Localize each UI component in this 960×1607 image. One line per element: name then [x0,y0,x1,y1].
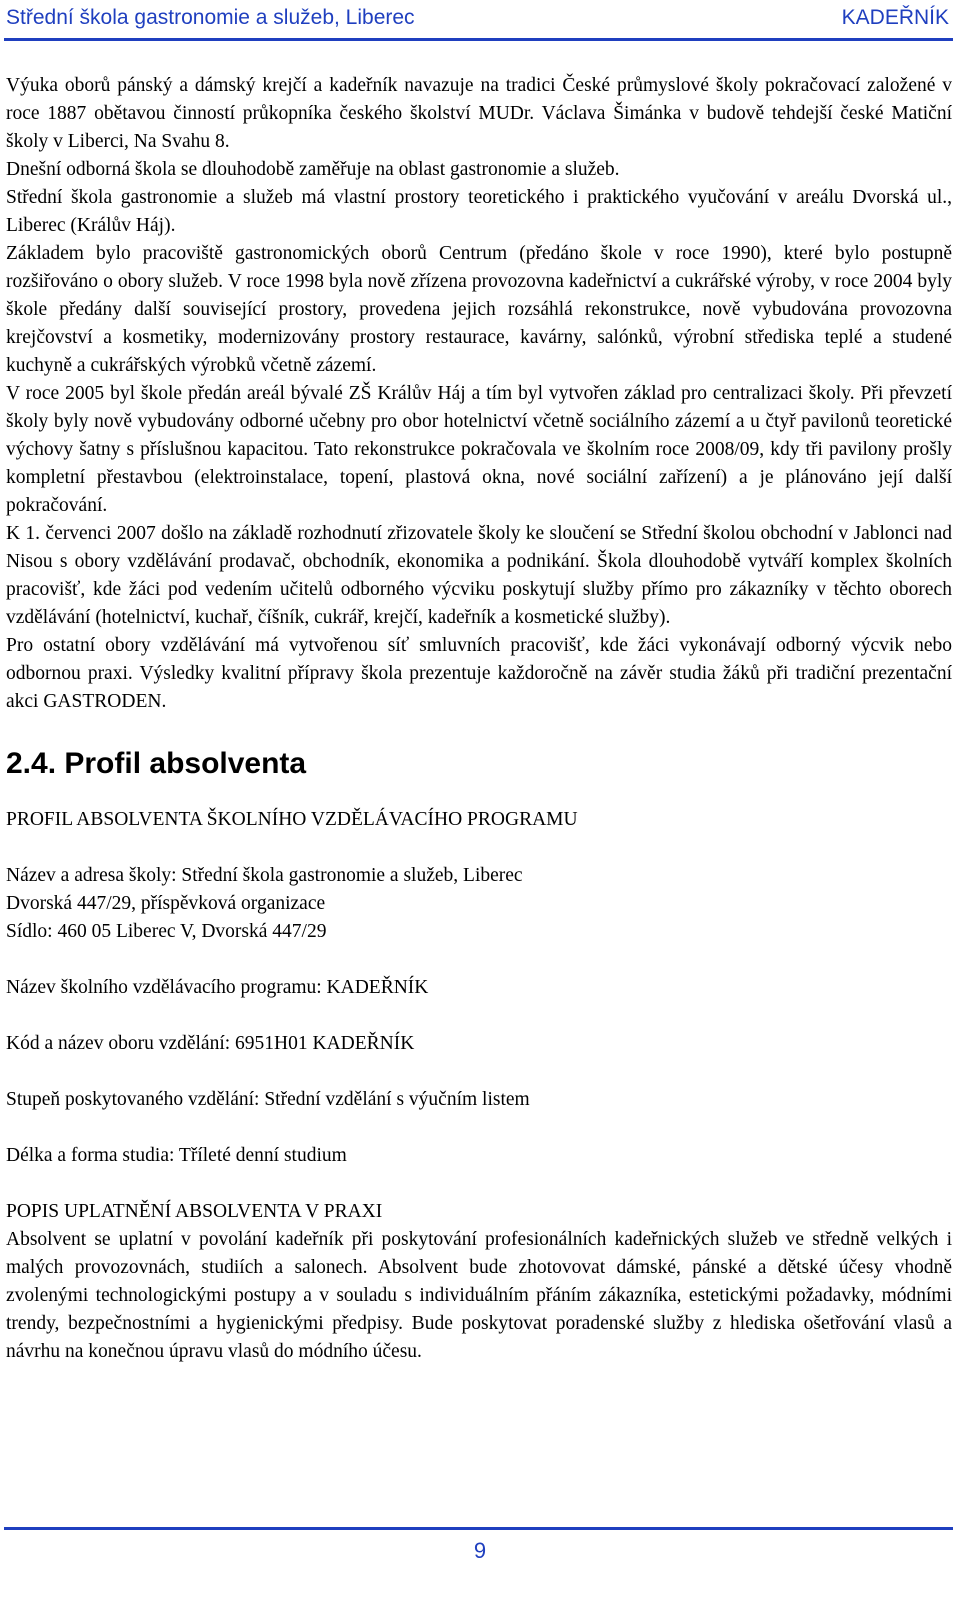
employment-description: Absolvent se uplatní v povolání kadeřník při poskytování profesionálních kadeřnických služeb ve středně velkých i malých provozovnách, studiích a salonech. Absolvent bude zhotovovat dámské, pánské a dětské účesy vhodně zvolenými technologickými postupy a v souladu s individuálním přáním zákazníka, estetickými požadavky, módními trendy, bezpečnostními a hygienickými předpisy. Bude poskytovat poradenské služby z hlediska ošetřování vlasů a návrhu na konečnou úpravu vlasů do módního účesu. [6,1229,952,1362]
field-code-line: Kód a název oboru vzdělání: 6951H01 KADEŘNÍK [6,1033,415,1054]
history-paragraph: Výuka oborů pánský a dámský krejčí a kadeřník navazuje na tradici České průmyslové školy pokračovací založené v roce 1887 obětavou činností průkopníka českého školství MUDr. Václava Šimánka v budově tehdejší české Matiční školy v Liberci, Na Svahu 8. [6,75,952,152]
header-school-name: Střední škola gastronomie a služeb, Liberec [6,6,415,29]
education-level-line: Stupeň poskytovaného vzdělání: Střední vzdělání s výučním listem [6,1089,530,1110]
footer-divider [4,1527,953,1530]
study-duration-line: Délka a forma studia: Tříleté denní studium [6,1145,347,1166]
school-seat-line: Sídlo: 460 05 Liberec V, Dvorská 447/29 [6,921,327,942]
history-paragraph: Střední škola gastronomie a služeb má vlastní prostory teoretického i praktického vyučování v areálu Dvorská ul., Liberec (Králův Háj). [6,187,952,236]
program-name-line: Název školního vzdělávacího programu: KADEŘNÍK [6,977,429,998]
history-paragraph: K 1. červenci 2007 došlo na základě rozhodnutí zřizovatele školy ke sloučení se Střední školou obchodní v Jablonci nad Nisou s obory vzdělávání prodavač, obchodník, ekonomika a podnikání. Škola dlouhodobě vytváří komplex školních pracovišť, kde žáci pod vedením učitelů odborného výcviku poskytují služby přímo pro zákazníky v těchto oborech vzdělávání (hotelnictví, kuchař, číšník, cukrář, krejčí, kadeřník a kosmetické služby). [6,523,952,628]
page-header [4,0,953,41]
header-program-name: KADEŘNÍK [841,6,949,29]
history-paragraph: Základem bylo pracoviště gastronomických oborů Centrum (předáno škole v roce 1990), které bylo postupně rozšiřováno o obory služeb. V roce 1998 byla nově zřízena provozovna kadeřnictví a cukrářské výroby, v roce 2004 byly škole předány další související prostory, provedena jejich rozsáhlá rekonstrukce, nově vybudována provozovna krejčovství a kosmetiky, modernizovány prostory restaurace, kavárny, salónků, výrobní střediska teplé a studené kuchyně a cukrářských výrobků včetně zázemí. [6,243,952,376]
profile-subtitle: PROFIL ABSOLVENTA ŠKOLNÍHO VZDĚLÁVACÍHO PROGRAMU [6,809,578,830]
school-name-line: Název a adresa školy: Střední škola gastronomie a služeb, Liberec [6,865,523,886]
school-address-line: Dvorská 447/29, příspěvková organizace [6,893,326,914]
history-paragraph: V roce 2005 byl škole předán areál bývalé ZŠ Králův Háj a tím byl vytvořen základ pro centralizaci školy. Při převzetí školy byly nově vybudovány odborné učebny pro obor hotelnictví včetně sociálního zázemí a u čtyř pavilonů teoretické výchovy šatny s příslušnou kapacitou. Tato rekonstrukce pokračovala ve školním roce 2008/09, kdy tři pavilony prošly kompletní přestavbou (elektroinstalace, topení, plastová okna, nové sociální zařízení) a je plánováno její další pokračování. [6,383,952,516]
section-heading: 2.4. Profil absolventa [6,747,307,780]
page-number: 9 [473,1538,487,1563]
document-body [6,72,952,1366]
history-paragraph: Pro ostatní obory vzdělávání má vytvořenou síť smluvních pracovišť, kde žáci vykonávají odborný výcvik nebo odbornou praxi. Výsledky kvalitní přípravy škola prezentuje každoročně na závěr studia žáků při tradiční prezentační akci GASTRODEN. [6,635,952,712]
employment-heading: POPIS UPLATNĚNÍ ABSOLVENTA V PRAXI [6,1201,383,1222]
history-paragraph: Dnešní odborná škola se dlouhodobě zaměřuje na oblast gastronomie a služeb. [6,159,620,180]
